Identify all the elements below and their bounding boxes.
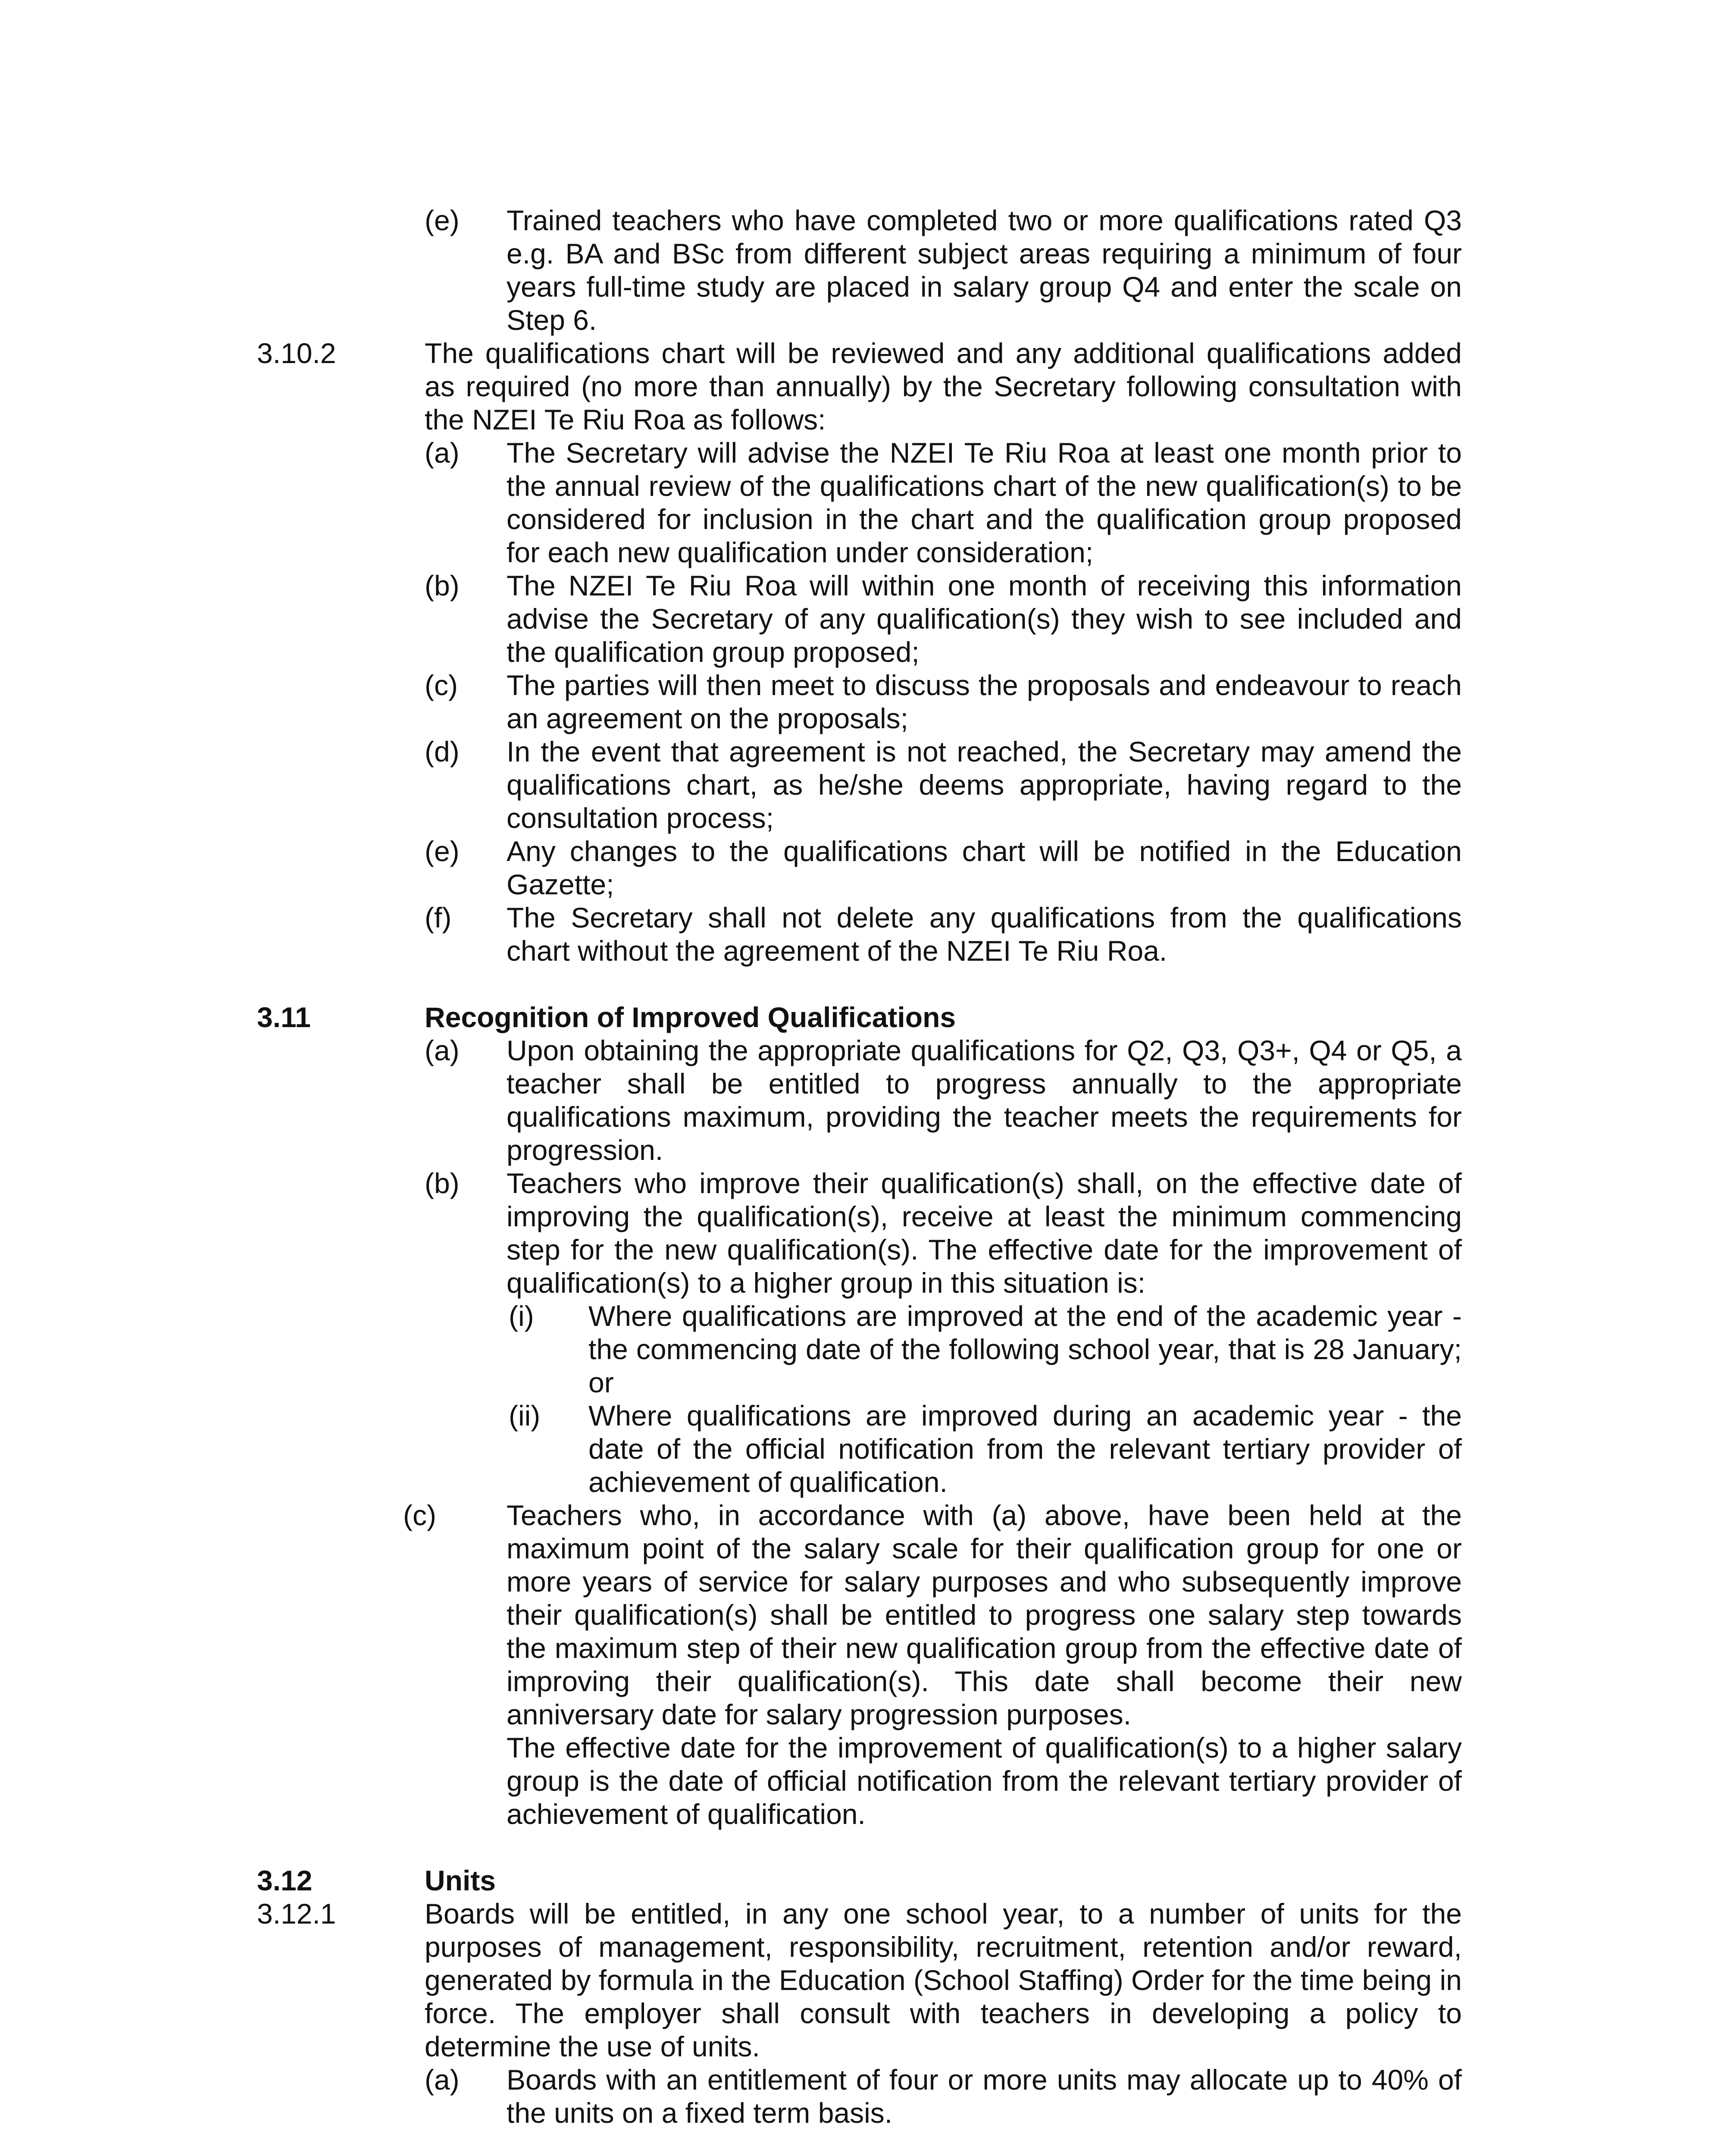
clause-text: Boards will be entitled, in any one school year, to a number of units for the purposes of management, responsibility, recruitment, retention and/or reward, generated by formula in the Education (School Staffing) Order for the time being in force. The employer shall consult with teachers in developing a policy to determine the use of units. bbox=[425, 1898, 1462, 2062]
clause-number: 3.12.1 bbox=[257, 1898, 336, 1930]
section-heading-3-11 bbox=[0, 1001, 1711, 1034]
clause-text: Boards with an entitlement of four or more units may allocate up to 40% of the units on a fixed term basis. bbox=[507, 2064, 1462, 2129]
list-item bbox=[0, 669, 1711, 735]
sub-item bbox=[0, 1399, 1711, 1499]
list-item-text: In the event that agreement is not reached, the Secretary may amend the qualifications chart, as he/she deems appropriate, having regard to the consultation process; bbox=[507, 736, 1462, 834]
list-item-label: (a) bbox=[425, 437, 460, 469]
clause-label: (e) bbox=[425, 204, 460, 236]
clause-number: 3.10.2 bbox=[257, 337, 336, 369]
clause-3-11-a bbox=[0, 1034, 1711, 1167]
clause-3-10-2 bbox=[0, 337, 1711, 436]
sub-item bbox=[0, 1300, 1711, 1399]
sub-item-text: Where qualifications are improved at the end of the academic year - the commencing date of the following school year, that is 28 January; or bbox=[588, 1300, 1462, 1398]
clause-text: Teachers who improve their qualification(s) shall, on the effective date of improving the qualification(s), receive at least the minimum commencing step for the new qualification(s). The effective date for the improvement of qualification(s) to a higher group in this situation is: bbox=[507, 1167, 1462, 1299]
spacer bbox=[0, 1831, 1711, 1864]
list-item bbox=[0, 436, 1711, 569]
list-item-text: The Secretary shall not delete any qualifications from the qualifications chart without the agreement of the NZEI Te Riu Roa. bbox=[507, 902, 1462, 967]
list-item bbox=[0, 735, 1711, 835]
list-item-label: (d) bbox=[425, 736, 460, 768]
clause-label: (b) bbox=[425, 1167, 460, 1199]
sub-item-label: (ii) bbox=[509, 1400, 541, 1432]
section-title: Units bbox=[425, 1865, 496, 1896]
clause-label: (a) bbox=[425, 2064, 460, 2096]
spacer bbox=[0, 968, 1711, 1001]
clause-label: (c) bbox=[403, 1499, 436, 1531]
clause-text: Upon obtaining the appropriate qualifications for Q2, Q3, Q3+, Q4 or Q5, a teacher shall be entitled to progress annually to the appropriate qualifications maximum, providing the teacher meets the requirements for progression. bbox=[507, 1034, 1462, 1166]
document-body bbox=[0, 204, 1711, 2130]
section-heading-3-12 bbox=[0, 1864, 1711, 1897]
clause-3-11-b bbox=[0, 1167, 1711, 1300]
section-title: Recognition of Improved Qualifications bbox=[425, 1001, 956, 1033]
clause-text: Trained teachers who have completed two or more qualifications rated Q3 e.g. BA and BSc from different subject areas requiring a minimum of four years full-time study are placed in salary group Q4 and enter the scale on Step 6. bbox=[507, 204, 1462, 336]
clause-3-12-1 bbox=[0, 1897, 1711, 2063]
list-item-text: The parties will then meet to discuss the proposals and endeavour to reach an agreement on the proposals; bbox=[507, 669, 1462, 734]
list-item bbox=[0, 835, 1711, 901]
list-item-label: (f) bbox=[425, 902, 452, 934]
clause-text: Teachers who, in accordance with (a) above, have been held at the maximum point of the salary scale for their qualification group for one or more years of service for salary purposes and who subsequently improve their qualification(s) shall be entitled to progress one salary step towards the maximum step of their new qualification group from the effective date of improving their qualification(s). This date shall become their new anniversary date for salary progression purposes. bbox=[507, 1499, 1462, 1730]
clause-3-10-1-e bbox=[0, 204, 1711, 337]
clause-text-continued: The effective date for the improvement of qualification(s) to a higher salary group is the date of official notification from the relevant tertiary provider of achievement of qualification. bbox=[507, 1732, 1462, 1830]
clause-3-11-c bbox=[0, 1499, 1711, 1831]
list-item-label: (b) bbox=[425, 570, 460, 602]
sub-item-text: Where qualifications are improved during an academic year - the date of the official notification from the relevant tertiary provider of achievement of qualification. bbox=[588, 1400, 1462, 1498]
list-item bbox=[0, 901, 1711, 968]
sub-item-label: (i) bbox=[509, 1300, 534, 1332]
list-item-text: Any changes to the qualifications chart will be notified in the Education Gazette; bbox=[507, 835, 1462, 900]
list-item-label: (e) bbox=[425, 835, 460, 867]
list-item-label: (c) bbox=[425, 669, 458, 701]
clause-label: (a) bbox=[425, 1034, 460, 1066]
list-item-text: The NZEI Te Riu Roa will within one month of receiving this information advise the Secretary of any qualification(s) they wish to see included and the qualification group proposed; bbox=[507, 570, 1462, 668]
list-item-text: The Secretary will advise the NZEI Te Riu Roa at least one month prior to the annual review of the qualifications chart of the new qualification(s) to be considered for inclusion in the chart and the qualification group proposed for each new qualification under consideration; bbox=[507, 437, 1462, 568]
list-item bbox=[0, 569, 1711, 669]
clause-3-12-1-a bbox=[0, 2063, 1711, 2130]
clause-text: The qualifications chart will be reviewed and any additional qualifications added as required (no more than annually) by the Secretary following consultation with the NZEI Te Riu Roa as follows: bbox=[425, 337, 1462, 436]
section-number: 3.12 bbox=[257, 1865, 313, 1896]
section-number: 3.11 bbox=[257, 1001, 311, 1033]
